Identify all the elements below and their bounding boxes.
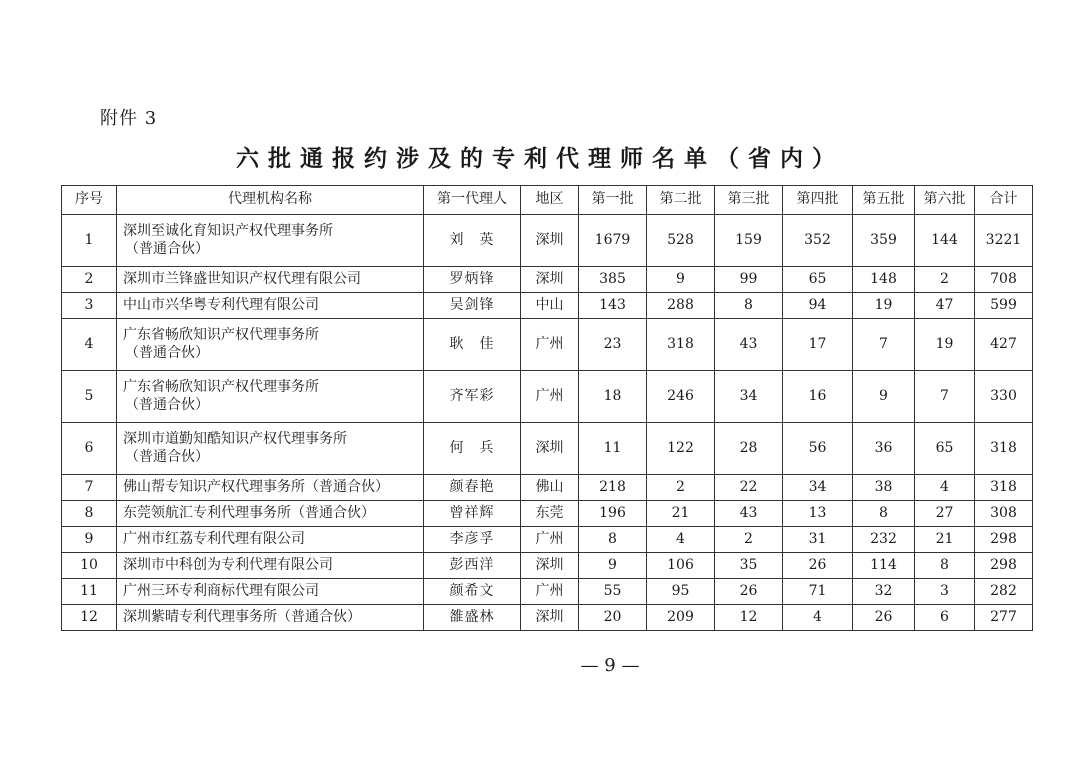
cell-batch-4: 16 <box>783 371 853 423</box>
cell-total: 282 <box>975 579 1033 605</box>
cell-batch-5: 232 <box>853 527 915 553</box>
cell-agency <box>117 605 424 631</box>
table-row <box>62 553 1033 579</box>
cell-batch-5: 359 <box>853 215 915 267</box>
cell-batch-6: 4 <box>915 475 975 501</box>
agency-name-line1: 深圳市中科创为专利代理有限公司 <box>123 556 333 573</box>
table-row <box>62 423 1033 475</box>
cell-batch-4: 94 <box>783 293 853 319</box>
cell-batch-1: 385 <box>579 267 647 293</box>
cell-batch-6: 3 <box>915 579 975 605</box>
cell-batch-6: 65 <box>915 423 975 475</box>
attachment-label: 附件 3 <box>100 108 158 129</box>
cell-batch-3: 22 <box>715 475 783 501</box>
cell-batch-2: 209 <box>647 605 715 631</box>
cell-batch-1: 1679 <box>579 215 647 267</box>
cell-batch-4: 71 <box>783 579 853 605</box>
cell-batch-3: 2 <box>715 527 783 553</box>
header-batch-6: 第六批 <box>915 186 975 215</box>
cell-batch-6: 47 <box>915 293 975 319</box>
cell-batch-6: 7 <box>915 371 975 423</box>
table-row <box>62 267 1033 293</box>
cell-total: 708 <box>975 267 1033 293</box>
cell-no: 6 <box>62 423 117 475</box>
cell-batch-3: 8 <box>715 293 783 319</box>
cell-batch-1: 23 <box>579 319 647 371</box>
header-agent: 第一代理人 <box>424 186 521 215</box>
cell-batch-6: 8 <box>915 553 975 579</box>
cell-batch-5: 19 <box>853 293 915 319</box>
cell-batch-5: 38 <box>853 475 915 501</box>
cell-batch-2: 288 <box>647 293 715 319</box>
agency-name-line1: 广州市红荔专利代理有限公司 <box>123 530 305 547</box>
table-row <box>62 579 1033 605</box>
cell-total: 3221 <box>975 215 1033 267</box>
cell-agency <box>117 501 424 527</box>
cell-batch-3: 34 <box>715 371 783 423</box>
cell-agent: 齐军彩 <box>424 371 521 423</box>
table-row <box>62 293 1033 319</box>
cell-batch-6: 27 <box>915 501 975 527</box>
cell-no: 9 <box>62 527 117 553</box>
cell-batch-2: 528 <box>647 215 715 267</box>
agency-name-line1: 东莞领航汇专利代理事务所（普通合伙） <box>123 504 375 521</box>
header-batch-1: 第一批 <box>579 186 647 215</box>
cell-batch-4: 56 <box>783 423 853 475</box>
agency-name-line1: 深圳紫晴专利代理事务所（普通合伙） <box>123 608 361 625</box>
cell-region: 东莞 <box>521 501 579 527</box>
cell-no: 4 <box>62 319 117 371</box>
table-row <box>62 527 1033 553</box>
cell-region: 深圳 <box>521 267 579 293</box>
cell-batch-4: 65 <box>783 267 853 293</box>
header-batch-3: 第三批 <box>715 186 783 215</box>
cell-region: 广州 <box>521 579 579 605</box>
cell-total: 298 <box>975 527 1033 553</box>
cell-total: 308 <box>975 501 1033 527</box>
cell-batch-3: 43 <box>715 319 783 371</box>
cell-agent: 李彦孚 <box>424 527 521 553</box>
header-total: 合计 <box>975 186 1033 215</box>
cell-region: 深圳 <box>521 605 579 631</box>
cell-agency <box>117 553 424 579</box>
cell-no: 12 <box>62 605 117 631</box>
page-number: — 9 — <box>580 655 640 676</box>
agency-name-line1: 深圳至诚化育知识产权代理事务所 <box>123 223 333 239</box>
cell-no: 10 <box>62 553 117 579</box>
cell-batch-3: 43 <box>715 501 783 527</box>
agency-name-line1: 佛山帮专知识产权代理事务所（普通合伙） <box>123 478 389 495</box>
cell-batch-1: 8 <box>579 527 647 553</box>
cell-agency <box>117 527 424 553</box>
header-no: 序号 <box>62 186 117 215</box>
cell-no: 11 <box>62 579 117 605</box>
agency-name-line1: 深圳市兰锋盛世知识产权代理有限公司 <box>123 270 361 287</box>
cell-batch-2: 246 <box>647 371 715 423</box>
cell-batch-1: 196 <box>579 501 647 527</box>
agency-name-line2: （普通合伙） <box>125 448 209 465</box>
cell-batch-6: 2 <box>915 267 975 293</box>
cell-no: 8 <box>62 501 117 527</box>
cell-agent: 吴剑锋 <box>424 293 521 319</box>
cell-batch-6: 6 <box>915 605 975 631</box>
table-row <box>62 215 1033 267</box>
cell-total: 298 <box>975 553 1033 579</box>
cell-agent: 曾祥辉 <box>424 501 521 527</box>
agency-name-line2: （普通合伙） <box>125 344 209 361</box>
header-agency: 代理机构名称 <box>117 186 424 215</box>
patent-agent-table <box>61 185 1033 631</box>
cell-total: 277 <box>975 605 1033 631</box>
cell-batch-2: 2 <box>647 475 715 501</box>
cell-batch-5: 26 <box>853 605 915 631</box>
agency-name-line1: 广州三环专利商标代理有限公司 <box>123 582 319 599</box>
cell-batch-5: 114 <box>853 553 915 579</box>
cell-agency <box>117 215 424 267</box>
cell-no: 1 <box>62 215 117 267</box>
agency-name-line1: 中山市兴华粤专利代理有限公司 <box>123 296 319 313</box>
cell-agent: 罗炳锋 <box>424 267 521 293</box>
cell-agency <box>117 371 424 423</box>
cell-agent: 刘 英 <box>424 215 521 267</box>
cell-batch-1: 55 <box>579 579 647 605</box>
cell-batch-3: 159 <box>715 215 783 267</box>
agency-name-line1: 广东省畅欣知识产权代理事务所 <box>123 379 319 395</box>
cell-batch-2: 106 <box>647 553 715 579</box>
cell-agency <box>117 475 424 501</box>
table-header-row <box>62 186 1033 215</box>
table-row <box>62 475 1033 501</box>
agency-name-line2: （普通合伙） <box>125 396 209 413</box>
cell-batch-5: 148 <box>853 267 915 293</box>
cell-batch-2: 95 <box>647 579 715 605</box>
cell-batch-3: 28 <box>715 423 783 475</box>
cell-batch-5: 36 <box>853 423 915 475</box>
cell-region: 深圳 <box>521 215 579 267</box>
cell-batch-2: 318 <box>647 319 715 371</box>
cell-agency <box>117 267 424 293</box>
cell-batch-1: 143 <box>579 293 647 319</box>
cell-batch-4: 352 <box>783 215 853 267</box>
cell-batch-3: 12 <box>715 605 783 631</box>
cell-no: 3 <box>62 293 117 319</box>
cell-batch-5: 32 <box>853 579 915 605</box>
cell-total: 427 <box>975 319 1033 371</box>
cell-agent: 何 兵 <box>424 423 521 475</box>
cell-batch-5: 9 <box>853 371 915 423</box>
cell-agent: 颜春艳 <box>424 475 521 501</box>
cell-no: 5 <box>62 371 117 423</box>
cell-batch-2: 4 <box>647 527 715 553</box>
cell-region: 深圳 <box>521 553 579 579</box>
cell-agency <box>117 293 424 319</box>
cell-batch-3: 35 <box>715 553 783 579</box>
cell-batch-1: 11 <box>579 423 647 475</box>
cell-region: 深圳 <box>521 423 579 475</box>
cell-total: 318 <box>975 475 1033 501</box>
cell-batch-4: 13 <box>783 501 853 527</box>
cell-batch-1: 9 <box>579 553 647 579</box>
cell-agent: 颜希文 <box>424 579 521 605</box>
cell-agency <box>117 423 424 475</box>
cell-batch-2: 9 <box>647 267 715 293</box>
table-row <box>62 371 1033 423</box>
cell-no: 2 <box>62 267 117 293</box>
cell-agent: 耿 佳 <box>424 319 521 371</box>
cell-batch-6: 19 <box>915 319 975 371</box>
cell-batch-4: 4 <box>783 605 853 631</box>
table-row <box>62 501 1033 527</box>
table-row <box>62 605 1033 631</box>
document-title: 六批通报约涉及的专利代理师名单（省内） <box>236 145 844 172</box>
cell-batch-6: 21 <box>915 527 975 553</box>
cell-batch-5: 7 <box>853 319 915 371</box>
cell-batch-4: 26 <box>783 553 853 579</box>
cell-total: 318 <box>975 423 1033 475</box>
header-batch-4: 第四批 <box>783 186 853 215</box>
cell-agent: 彭西洋 <box>424 553 521 579</box>
table-body <box>62 215 1033 631</box>
cell-batch-6: 144 <box>915 215 975 267</box>
cell-region: 广州 <box>521 319 579 371</box>
cell-batch-1: 18 <box>579 371 647 423</box>
header-region: 地区 <box>521 186 579 215</box>
cell-batch-1: 218 <box>579 475 647 501</box>
cell-batch-3: 99 <box>715 267 783 293</box>
cell-total: 599 <box>975 293 1033 319</box>
cell-batch-2: 122 <box>647 423 715 475</box>
table-row <box>62 319 1033 371</box>
cell-batch-4: 17 <box>783 319 853 371</box>
cell-batch-4: 31 <box>783 527 853 553</box>
cell-batch-1: 20 <box>579 605 647 631</box>
cell-agency <box>117 579 424 605</box>
header-batch-5: 第五批 <box>853 186 915 215</box>
cell-agent: 雒盛林 <box>424 605 521 631</box>
cell-batch-3: 26 <box>715 579 783 605</box>
agency-name-line2: （普通合伙） <box>125 240 209 257</box>
cell-total: 330 <box>975 371 1033 423</box>
cell-no: 7 <box>62 475 117 501</box>
cell-region: 中山 <box>521 293 579 319</box>
cell-region: 广州 <box>521 371 579 423</box>
cell-batch-5: 8 <box>853 501 915 527</box>
agency-name-line1: 广东省畅欣知识产权代理事务所 <box>123 327 319 343</box>
cell-batch-2: 21 <box>647 501 715 527</box>
header-batch-2: 第二批 <box>647 186 715 215</box>
cell-region: 佛山 <box>521 475 579 501</box>
cell-batch-4: 34 <box>783 475 853 501</box>
agency-name-line1: 深圳市道勤知酷知识产权代理事务所 <box>123 431 347 447</box>
cell-agency <box>117 319 424 371</box>
cell-region: 广州 <box>521 527 579 553</box>
